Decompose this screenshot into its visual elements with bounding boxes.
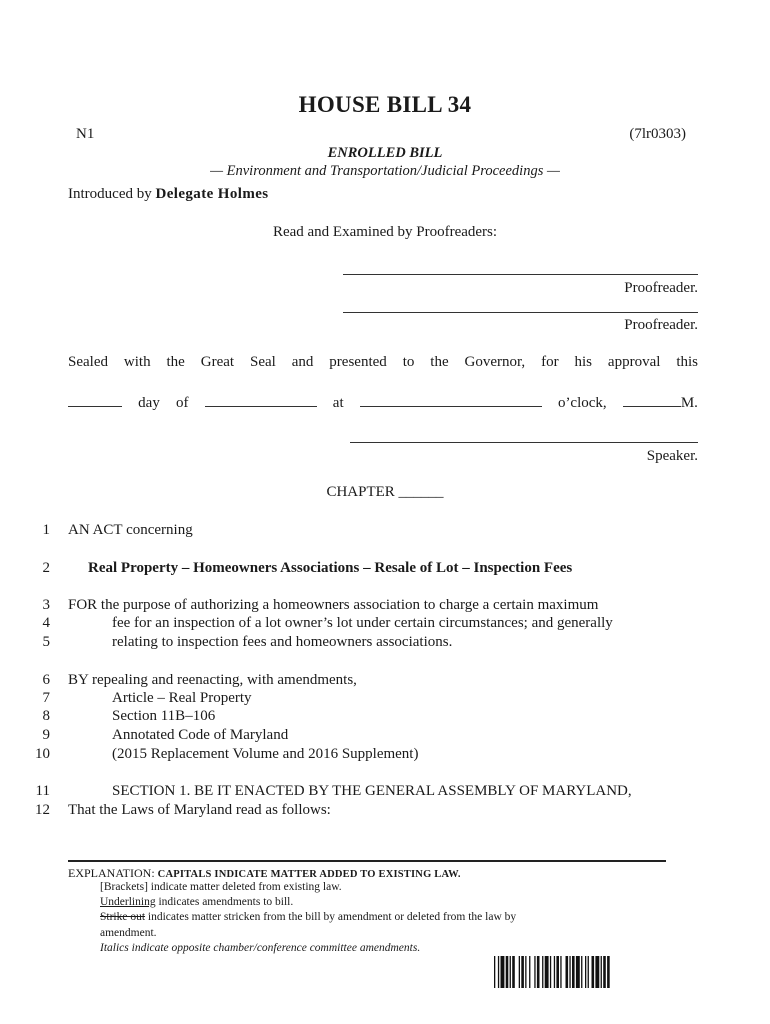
date-time-row (68, 392, 698, 412)
explanation-label: EXPLANATION: (68, 866, 155, 880)
barcode-bar (545, 956, 549, 988)
barcode-bar (581, 956, 582, 988)
line-number: 5 (42, 634, 50, 650)
line-number: 3 (42, 597, 50, 613)
section-line: Section 11B–106 (112, 708, 216, 724)
month-blank (205, 392, 317, 407)
barcode-image (494, 956, 680, 988)
barcode-bar (542, 956, 543, 988)
barcode-bar (592, 956, 595, 988)
barcode-bar (566, 956, 569, 988)
day-word: day (138, 395, 160, 411)
line-number: 8 (42, 708, 50, 724)
day-blank (68, 392, 122, 407)
strike-word: Strike out (100, 911, 146, 923)
line-number: 9 (42, 727, 50, 743)
enacting-clause-cont: That the Laws of Maryland read as follows: (68, 802, 331, 818)
barcode-bar (572, 956, 575, 988)
chapter-line: CHAPTER ______ (326, 484, 444, 500)
barcode-bar (494, 956, 495, 988)
barcode-bar (521, 956, 524, 988)
purpose-line: fee for an inspection of a lot owner’s lot under certain circumstances; and generally (112, 615, 613, 631)
barcode-bar (556, 956, 559, 988)
strike-rest: indicates matter stricken from the bill by amendment or deleted from the law by (145, 911, 517, 923)
time-blank (360, 392, 542, 407)
proofreader-1-signature-line (343, 274, 698, 275)
barcode-bar (588, 956, 589, 988)
line-number: 11 (35, 783, 50, 799)
purpose-line: relating to inspection fees and homeowners associations. (112, 634, 453, 650)
proofreader-2-label: Proofreader. (624, 317, 698, 333)
barcode-bar (537, 956, 540, 988)
barcode-bar (498, 956, 499, 988)
strike-note-cont: amendment. (100, 927, 157, 939)
barcode-bar (576, 956, 580, 988)
barcode-bar (607, 956, 610, 988)
code-line: Annotated Code of Maryland (112, 727, 289, 743)
barcode-bar (501, 956, 505, 988)
draft-number: (7lr0303) (629, 126, 686, 142)
strike-note (100, 911, 516, 923)
oclock-word: o’clock, (557, 395, 607, 411)
purpose-line: FOR the purpose of authorizing a homeowners association to charge a certain maximum (68, 597, 599, 613)
at-word: at (332, 395, 344, 411)
barcode-bar (554, 956, 555, 988)
barcode-bar (585, 956, 586, 988)
barcode-bar (529, 956, 530, 988)
barcode-bar (534, 956, 535, 988)
introduced-prefix: Introduced by (68, 186, 152, 202)
introduced-by (68, 186, 269, 203)
line-number: 10 (35, 746, 50, 762)
bill-short-title: Real Property – Homeowners Associations – Resale of Lot – Inspection Fees (88, 560, 573, 576)
line-number: 2 (42, 560, 50, 576)
capitals-note: CAPITALS INDICATE MATTER ADDED TO EXISTING LAW. (157, 869, 461, 880)
footer-divider (68, 860, 666, 862)
underlining-note (100, 896, 293, 908)
read-examined-text: Read and Examined by Proofreaders: (272, 224, 498, 240)
barcode-bar (601, 956, 602, 988)
proofreader-2-signature-line (343, 312, 698, 313)
barcode-bar (525, 956, 526, 988)
line-number: 4 (42, 615, 50, 631)
line-number: 6 (42, 672, 50, 688)
brackets-word: [Brackets] (100, 881, 148, 893)
barcode-bar (550, 956, 551, 988)
italics-note: Italics indicate opposite chamber/conference committee amendments. (100, 942, 421, 954)
bill-title: HOUSE BILL 34 (298, 92, 472, 117)
underlining-word: Underlining (100, 896, 156, 908)
barcode-bar (560, 956, 561, 988)
article-line: Article – Real Property (112, 690, 252, 706)
line-number: 7 (42, 690, 50, 706)
of-word: of (175, 395, 189, 411)
barcode-bar (569, 956, 570, 988)
barcode-bar (519, 956, 520, 988)
barcode-bar (512, 956, 515, 988)
repealing-line: BY repealing and reenacting, with amendments, (68, 672, 357, 688)
volume-line: (2015 Replacement Volume and 2016 Supplement) (112, 746, 419, 762)
barcode-bar (510, 956, 511, 988)
enacting-clause: SECTION 1. BE IT ENACTED BY THE GENERAL ASSEMBLY OF MARYLAND, (112, 783, 632, 799)
committee-line: — Environment and Transportation/Judicial Proceedings — (210, 163, 560, 179)
subject-code: N1 (76, 126, 95, 142)
sponsor-name: Delegate Holmes (155, 186, 269, 202)
m-word: M. (680, 395, 698, 411)
speaker-signature-line (350, 442, 698, 443)
meridiem-blank (623, 392, 681, 407)
sealed-statement: Sealed with the Great Seal and presented to the Governor, for his approval this (68, 354, 698, 370)
underlining-rest: indicates amendments to bill. (155, 896, 294, 908)
brackets-note (100, 881, 342, 893)
barcode-bar (595, 956, 599, 988)
barcode-bar (506, 956, 509, 988)
explanation-capitals (68, 866, 461, 881)
enrolled-label: ENROLLED BILL (327, 145, 443, 161)
line-number: 12 (35, 802, 50, 818)
proofreader-1-label: Proofreader. (624, 280, 698, 296)
brackets-rest: indicate matter deleted from existing law. (147, 881, 342, 893)
act-concerning: AN ACT concerning (68, 522, 193, 538)
speaker-label: Speaker. (646, 448, 698, 464)
barcode-bar (603, 956, 606, 988)
line-number: 1 (42, 522, 50, 538)
meridiem-field (623, 392, 698, 412)
